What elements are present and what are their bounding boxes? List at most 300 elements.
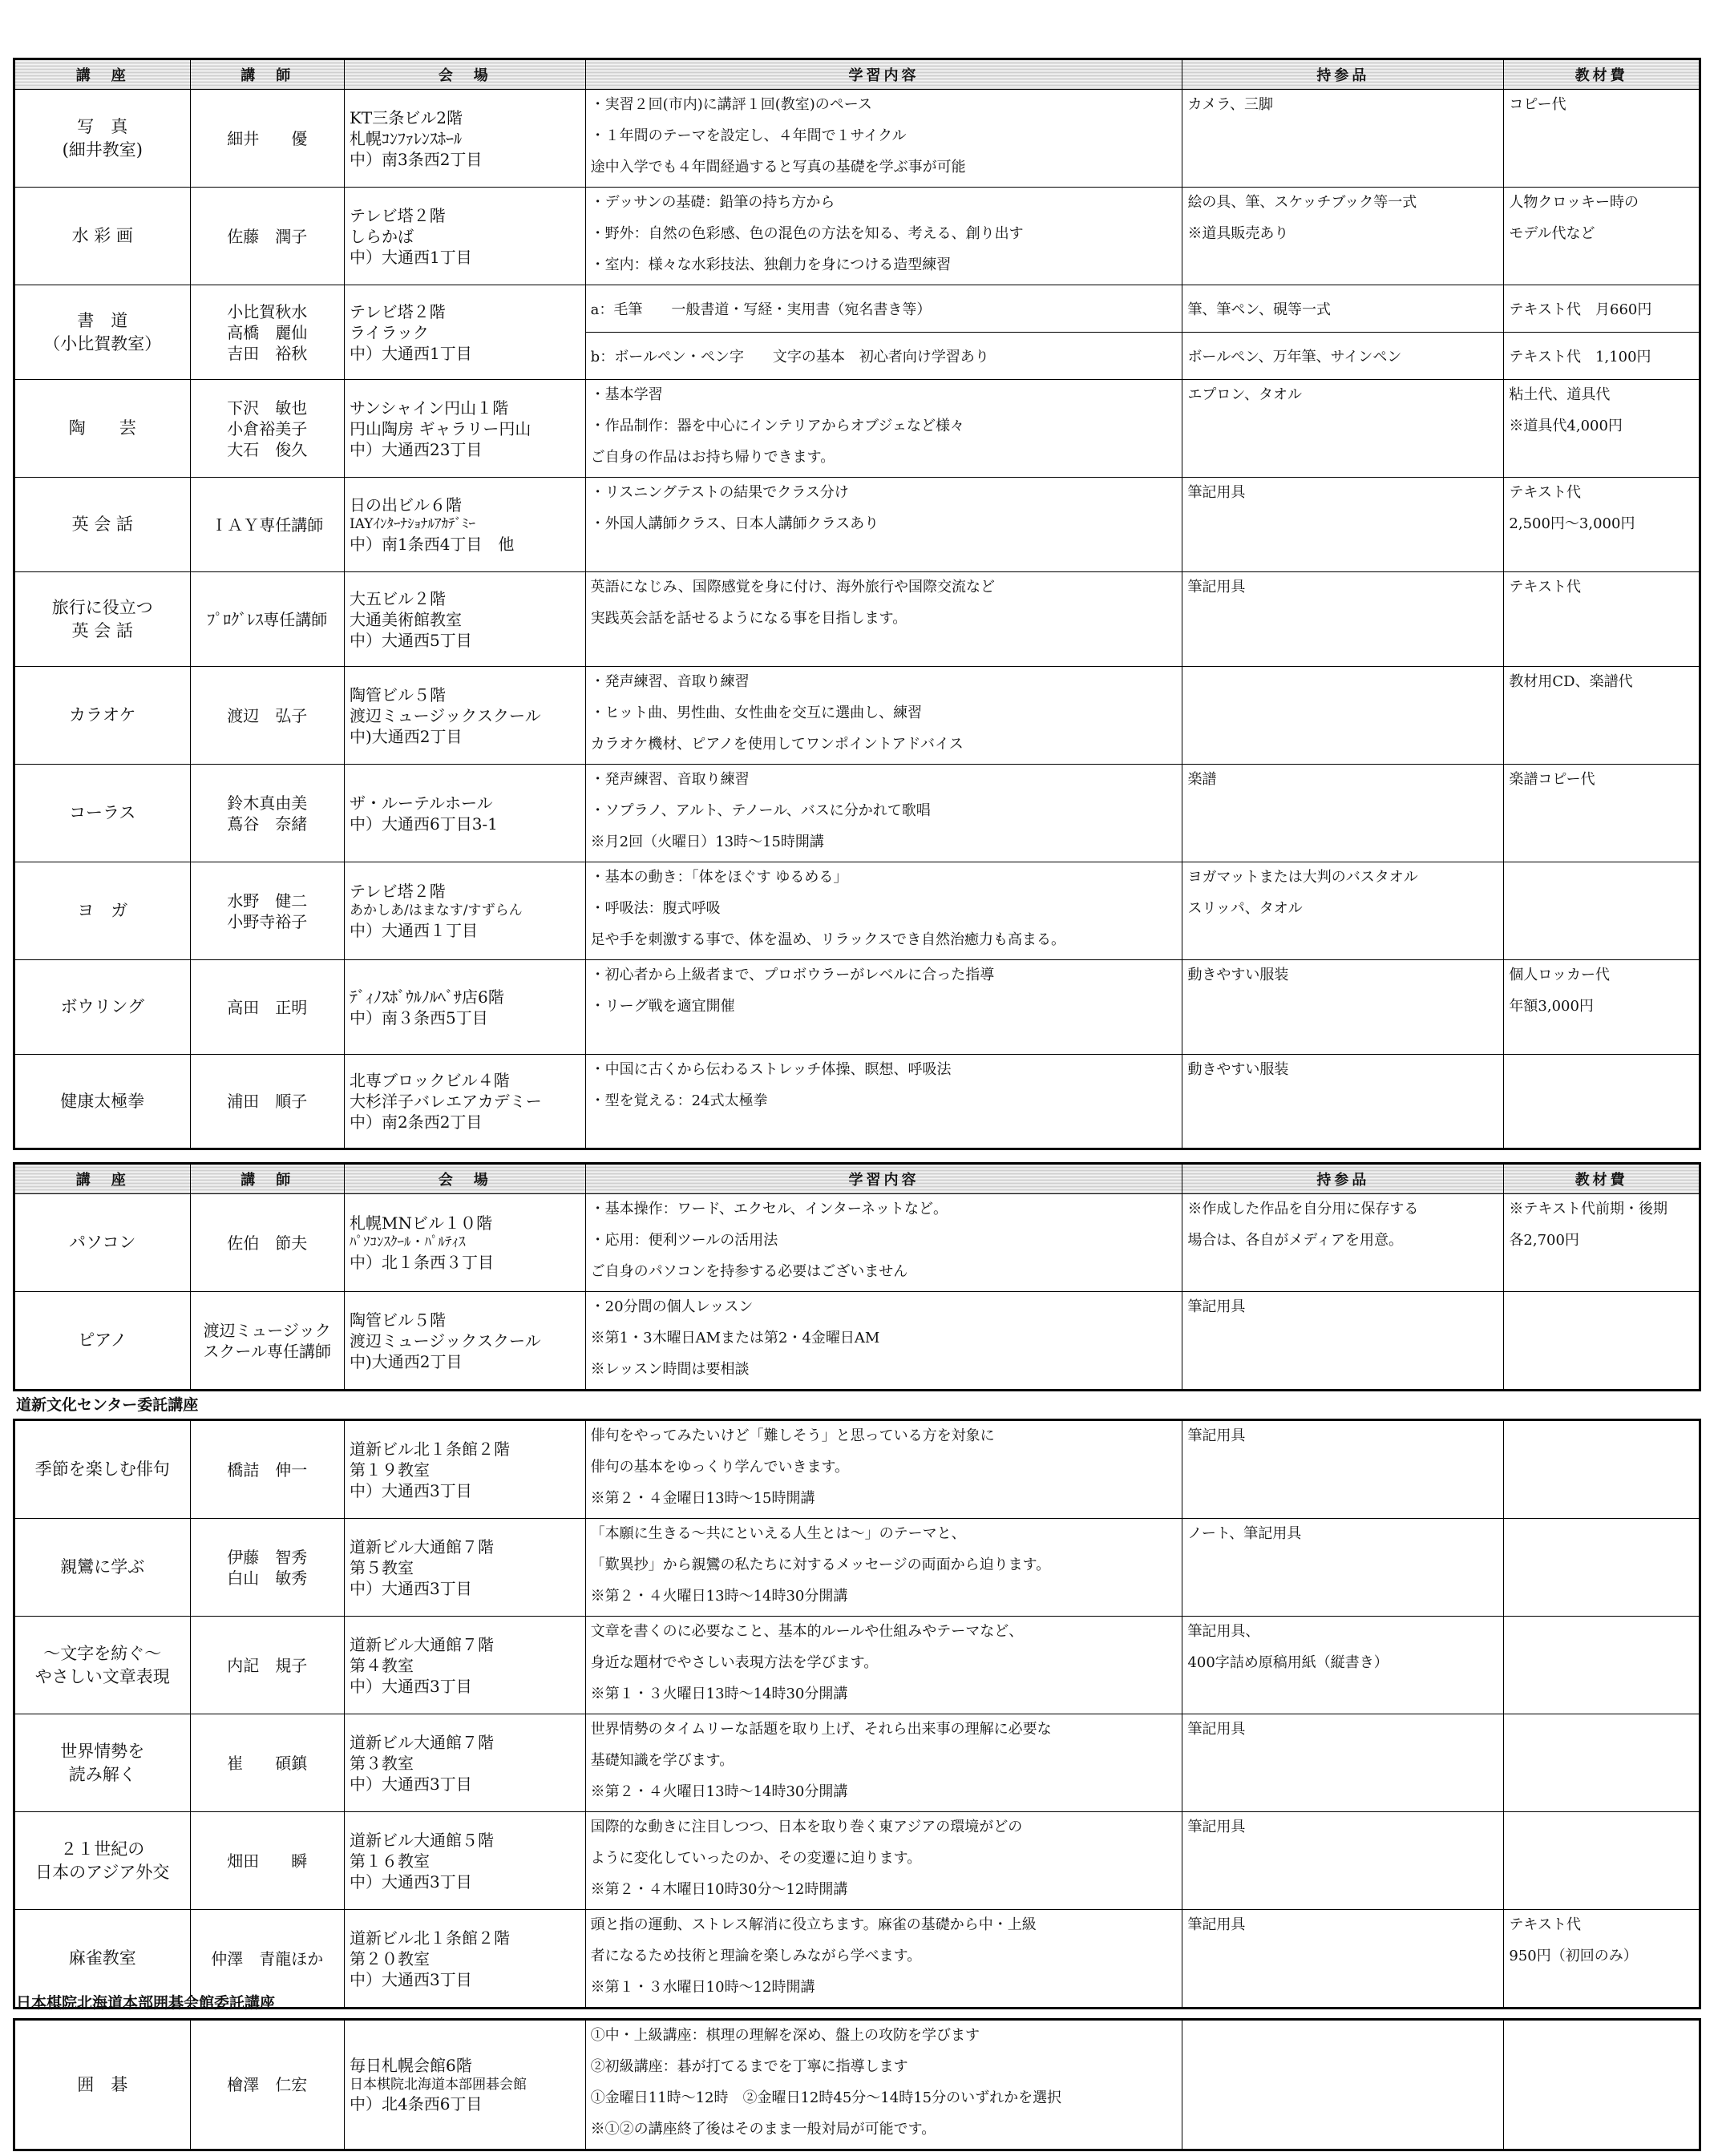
content-line: 「本願に生きる～共にといえる人生とは～」のテーマと、 — [590, 1525, 966, 1542]
teacher-line: 渡辺 弘子 — [227, 705, 308, 725]
venue-line: 道新ビル北１条館２階 — [349, 1439, 510, 1459]
teacher-cell — [190, 285, 344, 380]
content-cell — [585, 1617, 1182, 1714]
venue-line: 大杉洋子バレエアカデミー — [349, 1092, 542, 1111]
table-header-row — [14, 1164, 1700, 1194]
venue-line: 中）大通西１丁目 — [349, 920, 478, 940]
venue-cell — [344, 1194, 585, 1292]
venue-cell — [344, 285, 585, 380]
teacher-line: 浦田 順子 — [227, 1092, 308, 1111]
table-row — [14, 1714, 1700, 1812]
venue-cell — [344, 478, 585, 572]
table-row — [14, 667, 1700, 765]
table-row — [14, 862, 1700, 960]
items-cell — [1182, 1812, 1504, 1910]
table-row — [14, 1617, 1700, 1714]
items-cell — [1182, 1910, 1504, 2009]
teacher-line: 鈴木真由美 — [227, 793, 308, 813]
content-line: ・野外：自然の色彩感、色の混色の方法を知る、考える、創り出す — [590, 225, 1024, 242]
content-cell — [585, 572, 1182, 667]
venue-cell — [344, 765, 585, 862]
content-line: ・作品制作：器を中心にインテリアからオブジェなど様々 — [590, 418, 965, 434]
content-cell — [585, 188, 1182, 285]
teacher-cell — [190, 1519, 344, 1617]
items-line: カメラ、三脚 — [1187, 96, 1273, 113]
fee-line: 各2,700円 — [1509, 1232, 1579, 1249]
venue-line: 第１６教室 — [349, 1851, 430, 1871]
teacher-line: 渡辺ミュージック — [203, 1320, 331, 1340]
venue-line: 中）大通西3丁目 — [349, 1578, 472, 1598]
content-line: ・基本操作：ワード、エクセル、インターネットなど。 — [590, 1201, 948, 1217]
course-line: ボウリング — [60, 997, 145, 1017]
items-cell — [1182, 1617, 1504, 1714]
content-line: ご自身のパソコンを持参する必要はございません — [590, 1263, 908, 1280]
content-line: ・ソプラノ、アルト、テノール、バスに分かれて歌唱 — [590, 802, 931, 819]
teacher-line: 高田 正明 — [227, 997, 308, 1017]
venue-cell — [344, 380, 585, 478]
course-line: ２１世紀の — [60, 1839, 145, 1859]
content-cell — [585, 1519, 1182, 1617]
items-cell — [1182, 1420, 1504, 1519]
content-line: ・ヒット曲、男性曲、女性曲を交互に選曲し、練習 — [590, 705, 923, 721]
table-row — [14, 572, 1700, 667]
header-content: 学習内容 — [585, 1164, 1182, 1194]
fee-line: 950円（初回のみ） — [1509, 1948, 1638, 1964]
content-line: 英語になじみ、国際感覚を身に付け、海外旅行や国際交流など — [590, 579, 996, 596]
course-line: （小比賀教室） — [43, 333, 162, 353]
items-text: ボールペン、万年筆、サインペン — [1187, 349, 1402, 365]
teacher-cell — [190, 188, 344, 285]
fee-cell — [1504, 765, 1700, 862]
teacher-cell — [190, 2020, 344, 2150]
course-cell — [14, 1714, 191, 1812]
venue-cell — [344, 960, 585, 1055]
content-line: ※レッスン時間は要相談 — [590, 1361, 750, 1378]
venue-line: 中）南３条西5丁目 — [349, 1007, 488, 1028]
content-line: ※①②の講座終了後はそのまま一般対局が可能です。 — [590, 2121, 936, 2138]
venue-line: ﾊﾟｿｺﾝｽｸｰﾙ・ﾊﾟﾙﾃｨｽ — [349, 1234, 466, 1251]
fee-cell — [1504, 2020, 1700, 2150]
venue-line: 中）大通西3丁目 — [349, 1480, 472, 1500]
content-line: ・基本学習 — [590, 386, 663, 403]
teacher-line: 橋詰 伸一 — [227, 1460, 308, 1480]
fee-cell — [1504, 1055, 1700, 1149]
teacher-line: 檜澤 仁宏 — [227, 2075, 308, 2094]
fee-line: 粘土代、道具代 — [1509, 386, 1611, 403]
course-line: 世界情勢を — [60, 1742, 145, 1762]
items-cell — [1182, 380, 1504, 478]
venue-line: 中）大通西23丁目 — [349, 439, 483, 459]
items-line: ノート、筆記用具 — [1187, 1525, 1302, 1542]
teacher-cell — [190, 1194, 344, 1292]
content-line: 俳句をやってみたいけど「難しそう」と思っている方を対象に — [590, 1427, 995, 1444]
venue-cell — [344, 1812, 585, 1910]
venue-line: 中）南2条西2丁目 — [349, 1112, 483, 1132]
content-cell — [585, 667, 1182, 765]
items-cell — [1182, 285, 1504, 333]
course-cell — [14, 478, 191, 572]
fee-cell — [1504, 1812, 1700, 1910]
course-line: やさしい文章表現 — [34, 1666, 170, 1686]
fee-cell — [1504, 90, 1700, 188]
content-line: 実践英会話を話せるようになる事を目指します。 — [590, 610, 907, 627]
course-line: 親鸞に学ぶ — [60, 1557, 145, 1577]
content-line: ・初心者から上級者まで、プロボウラーがレベルに合った指導 — [590, 967, 995, 983]
course-line: ～文字を紡ぐ～ — [43, 1644, 162, 1664]
venue-line: 中)大通西2丁目 — [349, 1351, 463, 1371]
venue-line: 大五ビル２階 — [349, 588, 446, 608]
fee-line: 楽譜コピー代 — [1509, 771, 1595, 788]
content-line: 身近な題材でやさしい表現方法を学びます。 — [590, 1654, 879, 1671]
fee-cell — [1504, 1292, 1700, 1391]
venue-cell — [344, 1519, 585, 1617]
items-cell — [1182, 1055, 1504, 1149]
venue-line: 陶管ビル５階 — [349, 1310, 446, 1330]
teacher-cell — [190, 765, 344, 862]
venue-line: 中）大通西3丁目 — [349, 1676, 472, 1696]
teacher-line: 伊藤 智秀 — [227, 1547, 308, 1567]
venue-line: IAYｲﾝﾀｰﾅｼｮﾅﾙｱｶﾃﾞﾐｰ — [349, 516, 475, 533]
venue-line: あかしあ/はまなす/すずらん — [349, 902, 523, 919]
venue-line: 中）大通西3丁目 — [349, 1774, 472, 1794]
venue-line: 大通美術館教室 — [349, 609, 462, 629]
fee-cell — [1504, 1910, 1700, 2009]
teacher-line: 吉田 裕秋 — [227, 343, 308, 363]
table-row — [14, 1420, 1700, 1519]
items-line: 筆記用具 — [1187, 1819, 1246, 1835]
venue-line: 第５教室 — [349, 1557, 414, 1577]
venue-line: 円山陶房 ギャラリー円山 — [349, 418, 532, 438]
course-line: 麻雀教室 — [68, 1948, 136, 1968]
content-cell — [585, 285, 1182, 333]
header-venue: 会 場 — [344, 59, 585, 90]
items-line: 楽譜 — [1187, 771, 1217, 788]
items-line: ※道具販売あり — [1187, 225, 1289, 242]
course-table-doshin — [13, 1419, 1701, 2009]
teacher-line: 高橋 麗仙 — [227, 322, 308, 342]
content-line: ・１年間のテーマを設定し、４年間で１サイクル — [590, 127, 907, 144]
course-cell — [14, 380, 191, 478]
header-course: 講 座 — [14, 59, 191, 90]
course-cell — [14, 960, 191, 1055]
fee-line: テキスト代 — [1509, 484, 1582, 501]
content-line: ・室内：様々な水彩技法、独創力を身につける造型練習 — [590, 256, 952, 273]
content-line: ※第1・3木曜日AMまたは第2・4金曜日AM — [590, 1330, 880, 1346]
venue-line: テレビ塔２階 — [349, 882, 446, 902]
venue-line: 中）大通西1丁目 — [349, 343, 472, 363]
venue-line: 中）大通西1丁目 — [349, 247, 472, 267]
content-cell — [585, 1910, 1182, 2009]
teacher-cell — [190, 862, 344, 960]
venue-line: 中）大通西5丁目 — [349, 630, 472, 650]
content-cell — [585, 1055, 1182, 1149]
teacher-cell — [190, 667, 344, 765]
venue-line: 中）南1条西4丁目 他 — [349, 534, 515, 554]
fee-cell — [1504, 478, 1700, 572]
fee-text: テキスト代 1,100円 — [1509, 349, 1651, 365]
teacher-line: 白山 敏秀 — [227, 1568, 308, 1588]
course-cell — [14, 765, 191, 862]
teacher-cell — [190, 1420, 344, 1519]
venue-line: 中）南3条西2丁目 — [349, 149, 483, 169]
content-line: 世界情勢のタイムリーな話題を取り上げ、それら出来事の理解に必要な — [590, 1721, 1052, 1738]
teacher-cell — [190, 1812, 344, 1910]
fee-cell — [1504, 1714, 1700, 1812]
teacher-line: 細井 優 — [227, 128, 308, 148]
fee-cell — [1504, 667, 1700, 765]
items-line: 絵の具、筆、スケッチブック等一式 — [1187, 194, 1417, 211]
venue-line: 第３教室 — [349, 1753, 414, 1773]
fee-line: 年額3,000円 — [1509, 998, 1594, 1015]
venue-cell — [344, 90, 585, 188]
content-cell — [585, 2020, 1182, 2150]
items-line: 筆記用具 — [1187, 1916, 1246, 1933]
fee-line: ※道具代4,000円 — [1509, 418, 1623, 434]
fee-cell — [1504, 1519, 1700, 1617]
teacher-line: 下沢 敏也 — [227, 398, 308, 418]
table-row — [14, 285, 1700, 333]
section-label-doshin: 道新文化センター委託講座 — [16, 1396, 199, 1414]
venue-line: 毎日札幌会館6階 — [349, 2055, 472, 2075]
table-row — [14, 90, 1700, 188]
venue-line: 中）北4条西6丁目 — [349, 2094, 483, 2114]
content-cell — [585, 333, 1182, 380]
fee-cell — [1504, 862, 1700, 960]
venue-line: 北専ブロックビル４階 — [349, 1071, 510, 1090]
teacher-cell — [190, 90, 344, 188]
header-fee: 教材費 — [1504, 59, 1700, 90]
course-line: 写 真 — [77, 117, 128, 137]
items-cell — [1182, 765, 1504, 862]
course-cell — [14, 188, 191, 285]
items-line: 筆記用具 — [1187, 484, 1246, 501]
content-line: ※第２・４火曜日13時～14時30分開講 — [590, 1588, 848, 1605]
content-line: ・型を覚える：24式太極拳 — [590, 1092, 768, 1109]
content-line: 「歎異抄」から親鸞の私たちに対するメッセージの両面から迫ります。 — [590, 1556, 1051, 1573]
course-line: ピアノ — [78, 1330, 127, 1351]
table-row — [14, 478, 1700, 572]
content-line: カラオケ機材、ピアノを使用してワンポイントアドバイス — [590, 736, 964, 753]
venue-line: ﾃﾞｨﾉｽﾎﾞｳﾙﾉﾙﾍﾞｻ店6階 — [349, 987, 504, 1007]
course-cell — [14, 1812, 191, 1910]
fee-cell — [1504, 285, 1700, 333]
content-cell — [585, 1714, 1182, 1812]
venue-line: KT三条ビル2階 — [349, 107, 463, 127]
course-line: 読み解く — [68, 1764, 136, 1784]
teacher-line: 小倉裕美子 — [227, 418, 308, 438]
teacher-cell — [190, 1714, 344, 1812]
teacher-cell — [190, 572, 344, 667]
content-line: 足や手を刺激する事で、体を温め、リラックスでき自然治癒力も高まる。 — [590, 931, 1066, 948]
items-cell — [1182, 1194, 1504, 1292]
items-cell — [1182, 90, 1504, 188]
header-fee: 教材費 — [1504, 1164, 1700, 1194]
venue-cell — [344, 2020, 585, 2150]
content-line: ・発声練習、音取り練習 — [590, 673, 750, 690]
content-line: ※第１・３水曜日10時～12時開講 — [590, 1979, 815, 1996]
content-text: b：ボールペン・ペン字 文字の基本 初心者向け学習あり — [590, 349, 989, 365]
venue-line: 中）大通西3丁目 — [349, 1871, 472, 1892]
venue-cell — [344, 188, 585, 285]
table-row — [14, 765, 1700, 862]
venue-line: 第２０教室 — [349, 1948, 430, 1968]
venue-line: 札幌MNビル１０階 — [349, 1213, 492, 1233]
teacher-line: 内記 規子 — [227, 1655, 308, 1675]
course-cell — [14, 1519, 191, 1617]
items-cell — [1182, 1714, 1504, 1812]
header-venue: 会 場 — [344, 1164, 585, 1194]
items-line: 400字詰め原稿用紙（縦書き） — [1187, 1654, 1389, 1671]
teacher-line: 佐藤 潤子 — [227, 226, 308, 246]
content-line: ・中国に古くから伝わるストレッチ体操、瞑想、呼吸法 — [590, 1061, 952, 1078]
content-cell — [585, 862, 1182, 960]
fee-cell — [1504, 1617, 1700, 1714]
content-line: ①中・上級講座：棋理の理解を深め、盤上の攻防を学びます — [590, 2027, 980, 2044]
header-items: 持参品 — [1182, 59, 1504, 90]
venue-line: ザ・ルーテルホール — [349, 793, 493, 813]
venue-line: 道新ビル北１条館２階 — [349, 1928, 510, 1948]
fee-text: テキスト代 月660円 — [1509, 301, 1652, 318]
venue-cell — [344, 1420, 585, 1519]
section-label-go: 日本棋院北海道本部囲碁会館委託講座 — [16, 1994, 276, 2012]
items-cell — [1182, 572, 1504, 667]
table-row — [14, 1194, 1700, 1292]
items-cell — [1182, 478, 1504, 572]
course-line: 囲 碁 — [77, 2074, 128, 2094]
items-line: エプロン、タオル — [1187, 386, 1302, 403]
content-cell — [585, 478, 1182, 572]
venue-cell — [344, 1055, 585, 1149]
course-cell — [14, 1055, 191, 1149]
venue-line: 道新ビル大通館７階 — [349, 1634, 494, 1654]
venue-line: 日本棋院北海道本部囲碁会館 — [349, 2076, 527, 2093]
content-line: ・リーグ戦を適宜開催 — [590, 998, 735, 1015]
table-row — [14, 2020, 1700, 2150]
venue-cell — [344, 862, 585, 960]
table-row — [14, 1519, 1700, 1617]
teacher-line: ﾌﾟﾛｸﾞﾚｽ専任講師 — [207, 609, 328, 629]
content-line: ・リスニングテストの結果でクラス分け — [590, 484, 849, 501]
venue-line: 陶管ビル５階 — [349, 684, 446, 705]
fee-cell — [1504, 1194, 1700, 1292]
content-line: ・20分間の個人レッスン — [590, 1298, 754, 1315]
course-cell — [14, 1420, 191, 1519]
table-row — [14, 380, 1700, 478]
items-line: ※作成した作品を自分用に保存する — [1187, 1201, 1419, 1217]
venue-line: 道新ビル大通館７階 — [349, 1536, 494, 1556]
content-line: 国際的な動きに注目しつつ、日本を取り巻く東アジアの環境がどの — [590, 1819, 1023, 1835]
venue-cell — [344, 1910, 585, 2009]
course-line: 陶 芸 — [68, 418, 136, 438]
course-line: パソコン — [68, 1233, 136, 1253]
fee-line: テキスト代 — [1509, 579, 1582, 596]
course-line: 書 道 — [77, 311, 128, 331]
venue-line: 渡辺ミュージックスクール — [349, 1330, 541, 1351]
items-cell — [1182, 667, 1504, 765]
venue-line: 渡辺ミュージックスクール — [349, 705, 541, 725]
course-line: 英 会 話 — [71, 620, 133, 640]
content-line: ※第２・４金曜日13時～15時開講 — [590, 1490, 815, 1507]
fee-line: 個人ロッカー代 — [1509, 967, 1611, 983]
items-cell — [1182, 188, 1504, 285]
venue-line: 中）大通西3丁目 — [349, 1969, 472, 1989]
fee-line: モデル代など — [1509, 225, 1595, 242]
content-line: ・発声練習、音取り練習 — [590, 771, 750, 788]
items-line: 筆記用具 — [1187, 1721, 1246, 1738]
venue-line: 中）大通西6丁目3-1 — [349, 814, 498, 834]
fee-cell — [1504, 572, 1700, 667]
fee-line: コピー代 — [1509, 96, 1566, 113]
course-cell — [14, 1194, 191, 1292]
course-line: (細井教室) — [62, 139, 143, 159]
fee-line: テキスト代 — [1509, 1916, 1582, 1933]
teacher-line: ＩＡＹ専任講師 — [211, 515, 324, 535]
venue-line: テレビ塔２階 — [349, 301, 446, 321]
content-line: ※第２・４火曜日13時～14時30分開講 — [590, 1783, 848, 1800]
table-row — [14, 188, 1700, 285]
course-line: 日本のアジア外交 — [35, 1862, 170, 1882]
venue-line: 中)大通西2丁目 — [349, 726, 463, 746]
course-cell — [14, 572, 191, 667]
course-line: 季節を楽しむ俳句 — [34, 1460, 170, 1480]
items-cell — [1182, 862, 1504, 960]
venue-line: 中）北１条西３丁目 — [349, 1252, 494, 1272]
content-text: a：毛筆 一般書道・写経・実用書（宛名書き等） — [590, 301, 932, 318]
course-line: 英 会 話 — [71, 515, 133, 535]
content-line: ※月2回（火曜日）13時～15時開講 — [590, 834, 824, 850]
header-course: 講 座 — [14, 1164, 191, 1194]
course-cell — [14, 1617, 191, 1714]
teacher-line: 蔦谷 奈緒 — [227, 814, 308, 834]
content-line: ①金曜日11時～12時 ②金曜日12時45分～14時15分のいずれかを選択 — [590, 2089, 1062, 2106]
course-line: 水 彩 画 — [71, 226, 133, 246]
table-row — [14, 1055, 1700, 1149]
items-line: 場合は、各自がメディアを用意。 — [1187, 1232, 1403, 1249]
venue-line: 日の出ビル６階 — [349, 495, 462, 515]
items-cell — [1182, 1292, 1504, 1391]
teacher-cell — [190, 1617, 344, 1714]
content-cell — [585, 1420, 1182, 1519]
table-row — [14, 1292, 1700, 1391]
content-line: ※第１・３火曜日13時～14時30分開講 — [590, 1686, 848, 1702]
content-cell — [585, 960, 1182, 1055]
content-line: ・呼吸法：腹式呼吸 — [590, 900, 721, 917]
content-line: ・実習２回(市内)に講評１回(教室)のペース — [590, 96, 872, 113]
content-line: ※第２・４木曜日10時30分～12時開講 — [590, 1881, 848, 1898]
course-line: コーラス — [69, 803, 136, 823]
header-teacher: 講 師 — [190, 1164, 344, 1194]
content-cell — [585, 1194, 1182, 1292]
course-cell — [14, 90, 191, 188]
teacher-line: 畑田 瞬 — [227, 1851, 308, 1871]
venue-line: 第１９教室 — [349, 1460, 430, 1480]
venue-line: 札幌ｺﾝﾌｧﾚﾝｽﾎｰﾙ — [349, 128, 462, 148]
content-line: ように変化していったのか、その変遷に迫ります。 — [590, 1850, 922, 1867]
header-items: 持参品 — [1182, 1164, 1504, 1194]
course-table-main — [13, 58, 1701, 1150]
items-cell — [1182, 1519, 1504, 1617]
fee-line: 教材用CD、楽譜代 — [1509, 673, 1633, 690]
content-line: ・デッサンの基礎：鉛筆の持ち方から — [590, 194, 835, 211]
fee-line: 人物クロッキー時の — [1509, 194, 1639, 211]
course-cell — [14, 285, 191, 380]
venue-cell — [344, 667, 585, 765]
items-cell — [1182, 333, 1504, 380]
venue-line: テレビ塔２階 — [349, 205, 446, 225]
venue-cell — [344, 1714, 585, 1812]
course-line: カラオケ — [68, 705, 136, 725]
content-line: ②初級講座：碁が打てるまでを丁寧に指導します — [590, 2058, 908, 2075]
